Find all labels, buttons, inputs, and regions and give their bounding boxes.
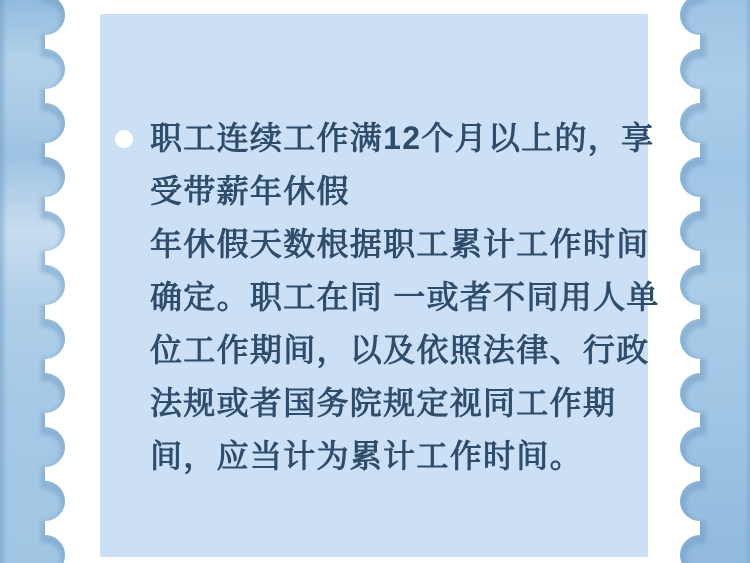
left-scalloped-edge — [0, 0, 66, 563]
text-line: 位工作期间，以及依照法律、行政 — [150, 332, 650, 368]
left-edge-shape — [0, 0, 65, 563]
text-line: 确定。职工在同 一或者不同用人单 — [150, 279, 660, 315]
text-line: 年休假天数根据职工累计工作时间 — [150, 226, 650, 262]
right-scalloped-edge — [680, 0, 750, 563]
text-line: 间，应当计为累计工作时间。 — [150, 438, 583, 474]
text-line: 法规或者国务院规定视同工作期 — [150, 385, 617, 421]
text-line: 受带薪年休假 — [150, 173, 350, 209]
bullet-dot-icon — [115, 130, 133, 148]
text-line: 职工连续工作满12个月以上的，享 — [150, 120, 655, 156]
annual-leave-text — [150, 112, 660, 483]
